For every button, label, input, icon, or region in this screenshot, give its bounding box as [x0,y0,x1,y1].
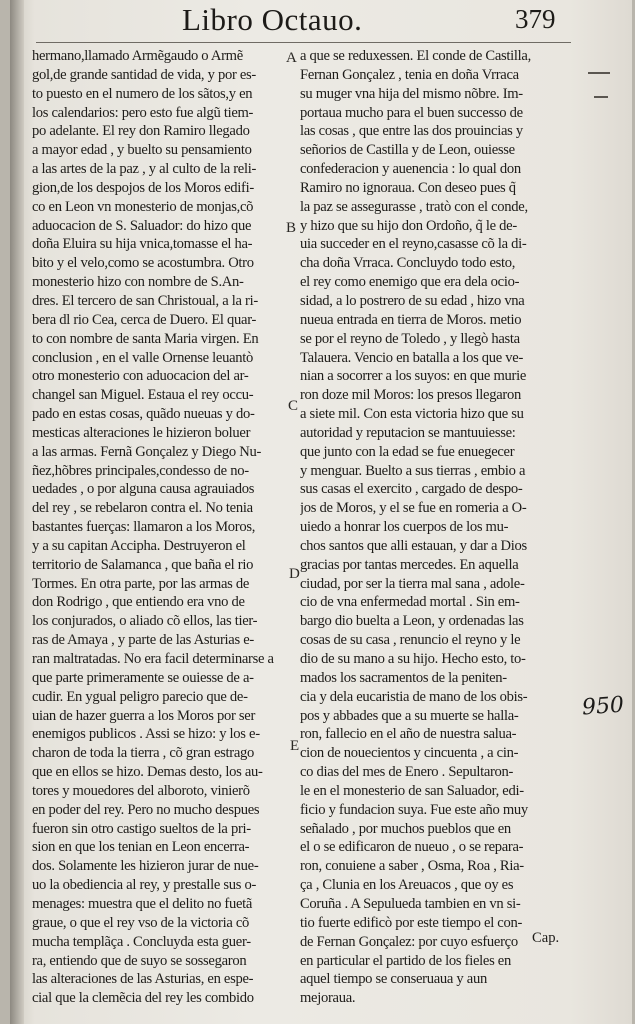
text-line: menages: muestra que el delito no fuetã [32,895,253,912]
text-line: conclusion , en el valle Ornense leuantò [32,349,254,366]
text-line: ñez,hõbres principales,condesso de no- [32,462,249,479]
text-line: a las artes de la paz , y al culto de la reli- [32,161,257,178]
book-page [10,0,632,1024]
text-line: ficio y fundacion suya. Fue este año muy [300,801,528,818]
text-line: cial que la clemẽcia del rey les combido [32,990,254,1007]
text-line: ron, fallecio en el año de nuestra saluа- [300,726,517,743]
text-line: mejoraua. [300,990,356,1007]
text-line: mados los sacramentos de la peniten- [300,669,507,686]
text-line: pos y abbades que a su muerte se halla- [300,707,519,724]
text-line: autoridad y reputacion se mantuuiesse: [300,424,516,441]
text-line: y hizo que su hijo don Ordoño, q̃ le de- [300,217,517,234]
text-line: otro monesterio con aduocacion del ar- [32,368,249,385]
text-line: uedades , o por alguna causa agrauiados [32,481,255,498]
text-line: jos de Moros, y el se fue en romeria a O- [300,500,527,517]
text-line: los calendarios: pero esto fue algũ tiem- [32,104,254,121]
text-line: nueua entrada en tierra de Moros. metio [300,311,522,328]
text-line: tio fuerte edificò por este tiempo el con- [300,914,523,931]
text-line: su muger vna hija del mismo nõbre. Im- [300,85,523,102]
text-line: Talauera. Vencio en batalla a los que ve- [300,349,524,366]
text-line: cio de vna enfermedad mortal . Sin em- [300,594,520,611]
text-line: Coruña . A Sepulueda tambien en vn si- [300,895,521,912]
text-line: los conjurados, o aliado cõ ellos, las tier- [32,613,258,630]
text-line: cion de nouecientos y cincuenta , a cin- [300,745,519,762]
margin-letter-a: A [286,50,297,66]
text-line: del rey , se rebelaron contra el. No tenia [32,500,253,517]
text-line: monesterio hizo con nombre de S.An- [32,274,244,291]
text-line: portaua mucho para el buen successo de [300,104,523,121]
text-line: bera dl rio Cea, cerca de Duero. El quar- [32,311,257,328]
text-line: mucha templãça . Concluyda esta guer- [32,933,251,950]
text-line: to con nombre de santa Maria virgen. En [32,330,259,347]
text-line: en particular el partido de los fieles en [300,952,511,969]
text-line: y a su capitan Accipha. Destruyeron el [32,537,246,554]
text-line: aquel tiempo se conseruaua y aun [300,971,487,988]
text-line: la paz se assegurasse , tratò con el conde, [300,198,528,215]
text-line: señorios de Castilla y de Leon, ouiesse [300,142,515,159]
text-line: dres. El tercero de san Christoual, a la ri- [32,292,258,309]
header-rule [36,42,571,43]
text-line: ron, conuiene a saber , Osma, Roa , Ria- [300,858,524,875]
text-line: aduocacion de S. Saluador: do hizo que [32,217,252,234]
text-line: las alteraciones de las Asturias, en espe- [32,971,254,988]
margin-letter-e: E [290,738,300,754]
text-line: confederacion y auenencia : lo qual don [300,161,521,178]
catchword: Cap. [532,930,560,946]
text-line: que junto con la edad se fue enuegecer [300,443,515,460]
text-line: gion,de los despojos de los Moros edifi- [32,179,254,196]
text-line: bito y el velo,como se acostumbra. Otro [32,255,254,272]
text-line: Tormes. En otra parte, por las armas de [32,575,250,592]
text-line: Fernan Gonçalez , tenia en doña Vrraca [300,66,519,83]
text-line: tores y mouedores del alboroto, vinierõ [32,782,250,799]
text-line: sidad, a lo postrero de su edad , hizo vna [300,292,525,309]
text-line: nian a socorrer a los suyos: en que murie [300,368,526,385]
text-line: to puesto en el numero de los sãtos,y en [32,85,253,102]
text-line: y menguar. Buelto a sus tierras , embio a [300,462,526,479]
text-line: uia succeder en el reyno,casasse cõ la di- [300,236,527,253]
text-line: co en Leon vn monesterio de monjas,cõ [32,198,254,215]
text-line: pado en estas cosas, quãdo nueuas y do- [32,406,255,423]
text-line: gol,de grande santidad de vida, y por es- [32,66,256,83]
text-line: ron doze mil Moros: los presos llegaron [300,387,521,404]
page-number: 379 [515,4,556,34]
text-line: uian de hazer guerra a los Moros por ser [32,707,256,724]
margin-letter-c: C [288,398,299,414]
text-line: el o se edificaron de nueuo , o se repara- [300,839,524,856]
text-line: ras de Amaya , y parte de las Asturias e- [32,632,254,649]
text-line: ra, entiendo que de suyo se sossegaron [32,952,247,969]
text-line: bastantes fuerças: llamaron a los Moros, [32,519,256,536]
text-line: cosas de su casa , renuncio el reyno y le [300,632,521,649]
text-line: bargo dio buelta a Leon, y ordenadas las [300,613,524,630]
text-line: el rey como enemigo que era dela ocio- [300,274,520,291]
text-line: se por el reyno de Toledo , y llegò hasta [300,330,520,347]
text-line: don Rodrigo , que entiendo era vno de [32,594,245,611]
text-line: sion en que los tenian en Leon encerra- [32,839,250,856]
text-line: dio de su mano a su hijo. Hecho esto, to- [300,651,526,667]
margin-letter-d: D [289,566,300,582]
handwritten-folio-note: 950 [581,692,625,721]
margin-letter-b: B [286,220,297,236]
text-line: a mayor edad , y buelto su pensamiento [32,142,252,159]
text-line: chos santos que alli estauan, y dar a Dios [300,537,527,554]
text-line: a siete mil. Con esta victoria hizo que su [300,406,524,423]
text-line: hermano,llamado Armẽgaudo o Armẽ [32,48,243,64]
text-line: señalado , por muchos pueblos que en [300,820,511,837]
text-line: dos. Solamente les hizieron jurar de nue- [32,858,259,875]
text-line: de Fernan Gonçalez: por cuyo esfuerço [300,933,518,950]
text-line: a las armas. Fernã Gonçalez y Diego Nu- [32,443,262,460]
text-column-right [300,47,568,1008]
text-line: cudir. En ygual peligro parecio que de- [32,688,248,705]
page-gutter-shadow [10,0,24,1024]
text-line: ciudad, por ser la tierra mal sana , adole- [300,575,525,592]
text-line: fueron sin otro castigo sueltos de la pri- [32,820,251,837]
text-line: cia y dela eucaristia de mano de los obis- [300,688,528,705]
text-line: que parte primeramente se ouiesse de a- [32,669,254,686]
text-line: que en ellos se hizo. Demas desto, los au- [32,764,263,781]
text-line: enemigos publicos . Assi se hizo: y los e- [32,726,260,743]
text-line: uiedo a honrar los cuerpos de los mu- [300,519,509,536]
margin-pencil-mark [588,72,610,74]
text-line: ran maltratadas. No era facil determinarse a [32,651,274,667]
text-line: territorio de Salamanca , que baña el rio [32,556,254,573]
text-line: gracias por tantas mercedes. En aquella [300,556,519,573]
text-line: graue, o que el rey vso de la victoria cõ [32,914,250,931]
text-line: po adelante. El rey don Ramiro llegado [32,123,250,140]
text-line: en poder del rey. Pero no mucho despues [32,801,260,818]
text-line: mesticas alteraciones le hizieron boluer [32,424,251,441]
text-line: ça , Clunia en los Areuacos , que oy es [300,877,514,894]
margin-pencil-mark [594,96,608,98]
running-title: Libro Octauo. [182,2,363,37]
text-line: charon de toda la tierra , cõ gran estrago [32,745,255,762]
text-line: co dias del mes de Enero . Sepultaron- [300,764,514,781]
text-line: sus casas el exercito , cargado de despo- [300,481,523,498]
text-line: le en el monesterio de san Saluador, edi- [300,782,524,799]
text-column-left [32,47,290,1008]
text-line: doña Eluira su hija vnica,tomasse el ha- [32,236,253,253]
text-line: cha doña Vrraca. Concluydo todo esto, [300,255,516,272]
text-line: a que se reduxessen. El conde de Castilla, [300,48,531,64]
text-line: changel san Miguel. Estaua el rey occu- [32,387,254,404]
text-line: uo la obediencia al rey, y prestalle sus o- [32,877,257,894]
text-line: las cosas , que entre las dos prouincias y [300,123,523,140]
text-line: Ramiro no ignoraua. Con deseo pues q̃ [300,179,516,196]
